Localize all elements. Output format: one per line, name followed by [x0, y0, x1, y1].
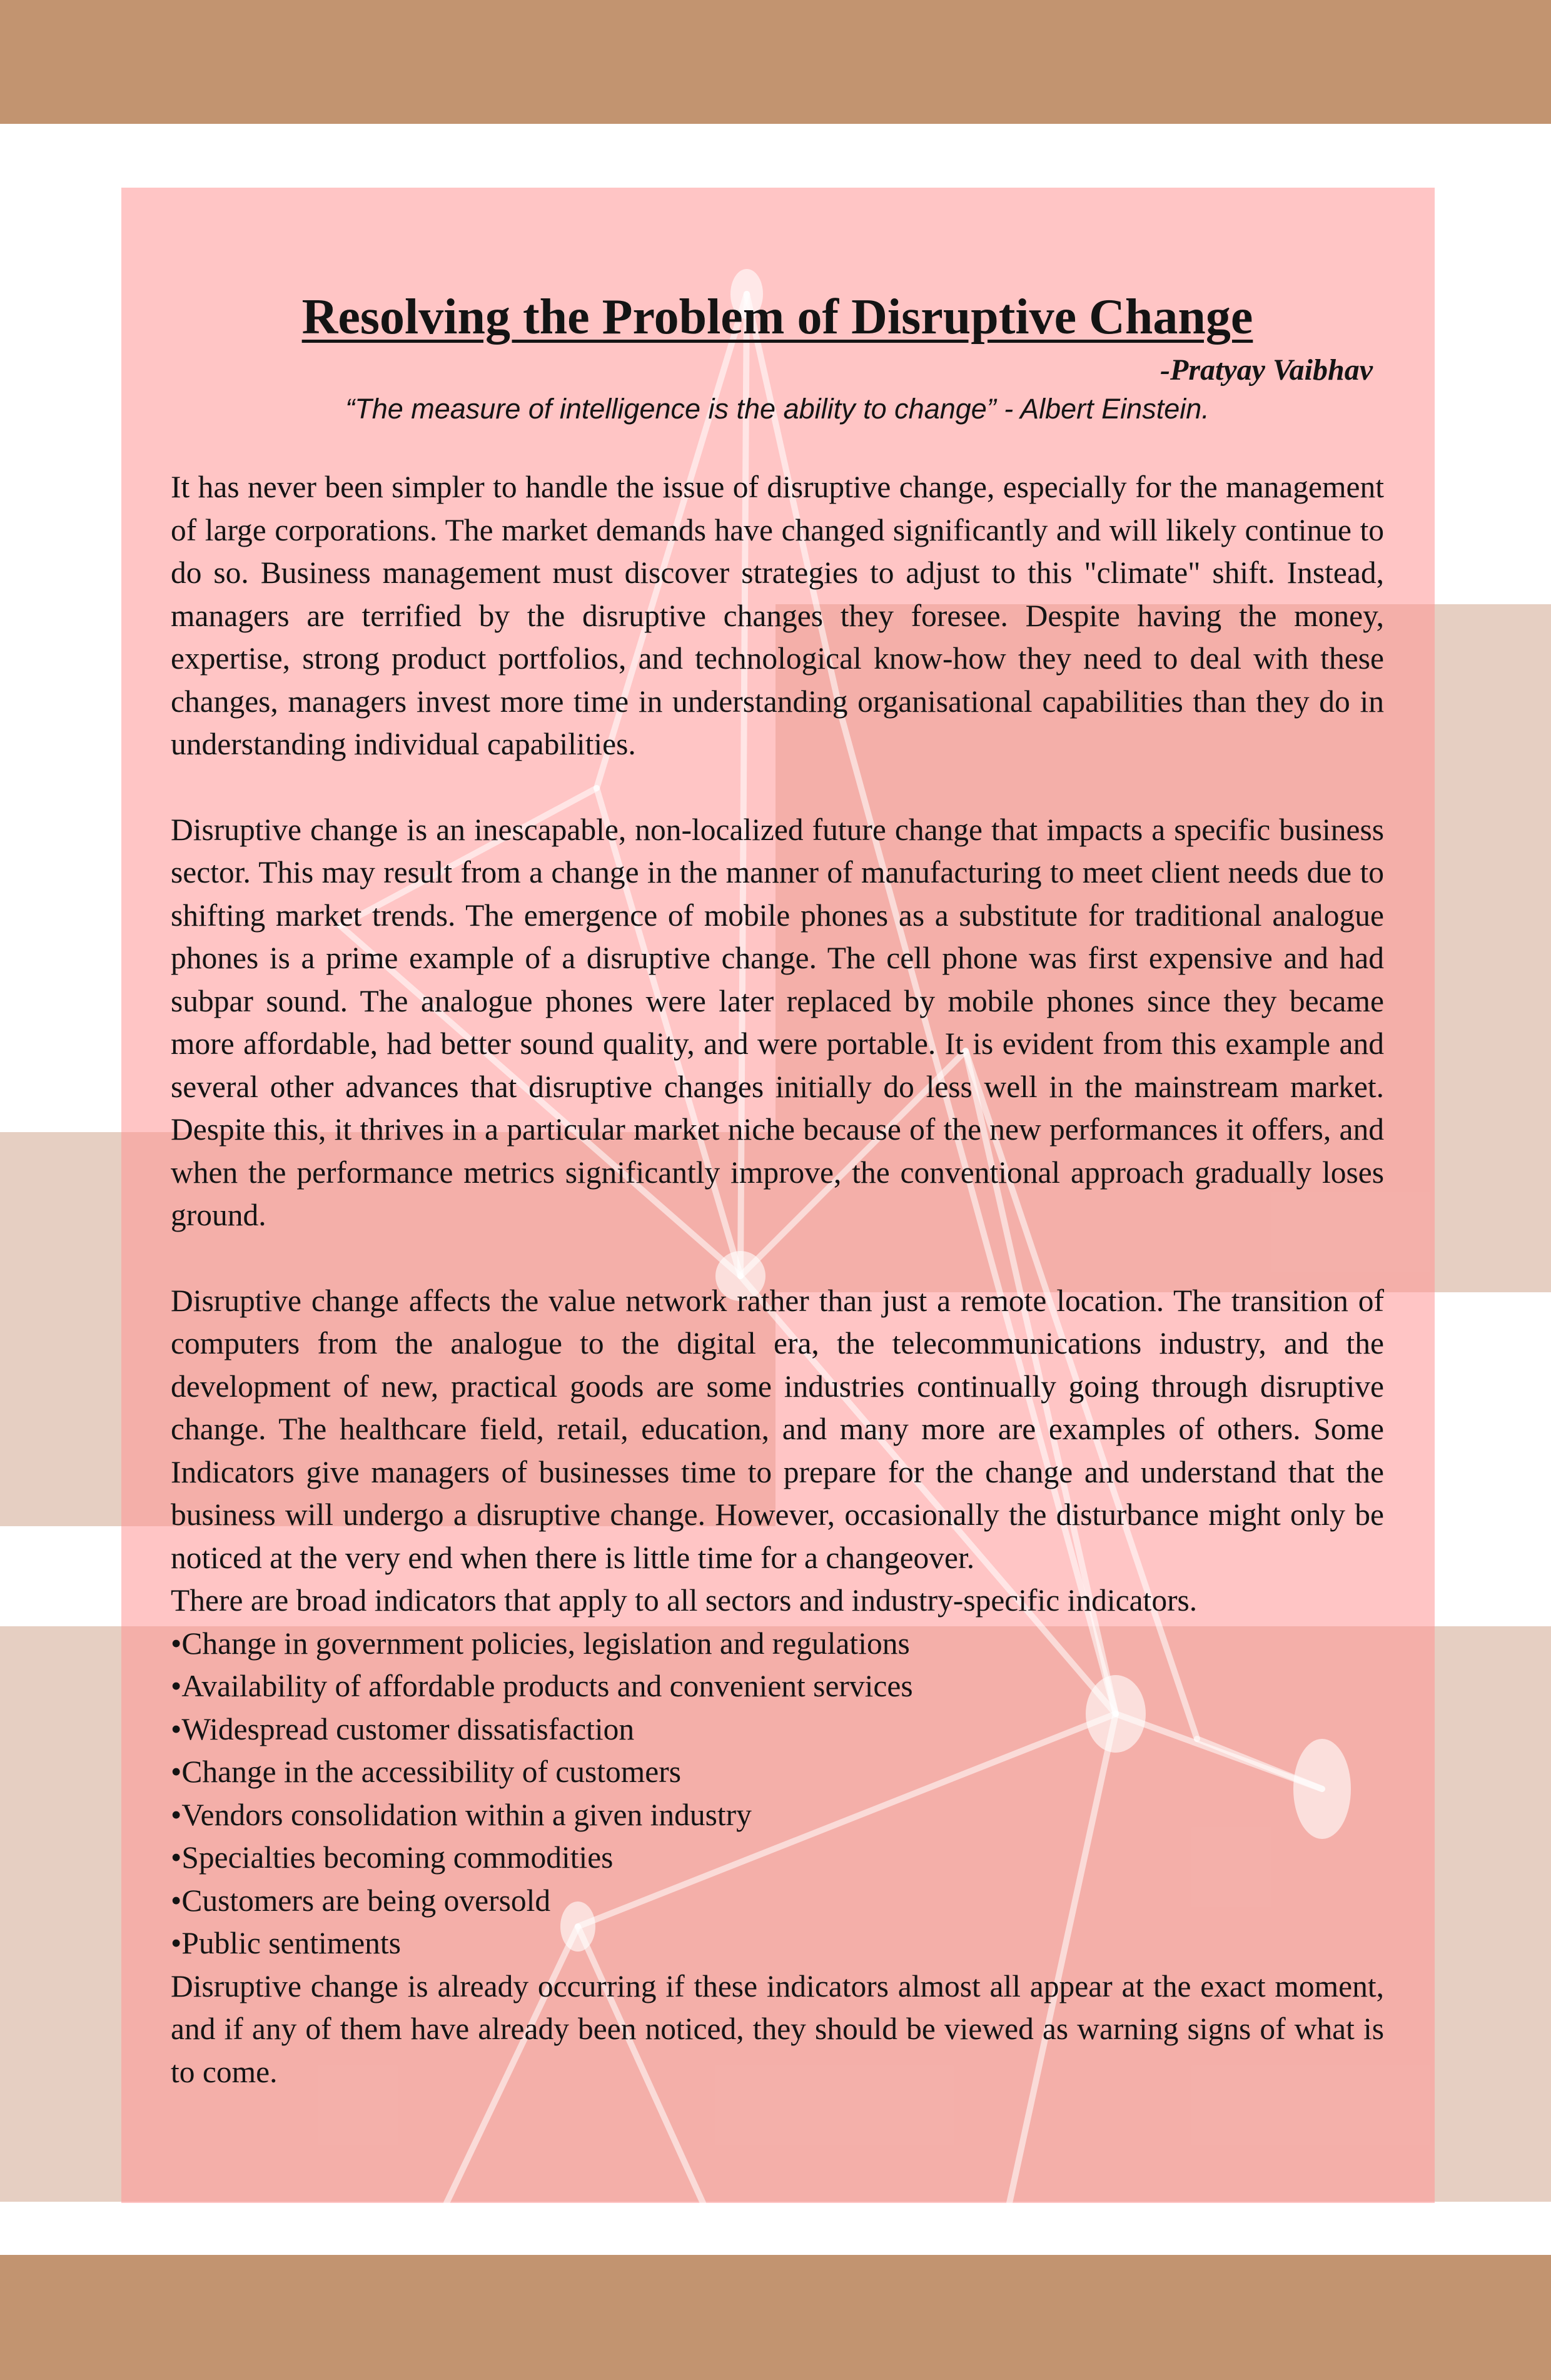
list-item: • Specialties becoming commodities — [171, 1836, 1384, 1880]
bottom-band — [0, 2255, 1551, 2380]
article-title: Resolving the Problem of Disruptive Change — [301, 290, 1253, 345]
indicators-intro: There are broad indicators that apply to all sectors and industry-specific indicators. — [171, 1583, 1198, 1618]
list-item: • Public sentiments — [171, 1922, 1384, 1965]
list-item: • Change in the accessibility of customers — [171, 1751, 1384, 1794]
list-item: • Widespread customer dissatisfaction — [171, 1708, 1384, 1751]
list-item: • Change in government policies, legislation and regulations — [171, 1623, 1384, 1666]
list-item: • Vendors consolidation within a given industry — [171, 1794, 1384, 1837]
top-band — [0, 0, 1551, 124]
list-item: • Customers are being oversold — [171, 1880, 1384, 1923]
article — [171, 285, 1384, 2094]
paragraph-2: Disruptive change is an inescapable, non-localized future change that impacts a specific business sector. This may result from a change in the manner of manufacturing to meet client needs due to shifting market trends. The emergence of mobile phones as a substitute for traditional analogue phones is a prime example of a disruptive change. The cell phone was first expensive and had subpar sound. The analogue phones were later replaced by mobile phones since they became more affordable, had better sound quality, and were portable. It is evident from this example and several other advances that disruptive changes initially do less well in the mainstream market. Despite this, it thrives in a particular market niche because of the new performances it offers, and when the performance metrics significantly improve, the conventional approach gradually loses ground. — [171, 812, 1384, 1232]
epigraph-quote: “The measure of intelligence is the ability to change” - Albert Einstein. — [345, 393, 1210, 425]
article-author: -Pratyay Vaibhav — [1160, 353, 1373, 387]
indicator-list — [171, 1623, 1384, 1965]
conclusion-paragraph: Disruptive change is already occurring if these indicators almost all appear at the exact moment, and if any of them have already been noticed, they should be viewed as warning signs of what is to come. — [171, 1968, 1384, 2089]
paragraph-3: Disruptive change affects the value network rather than just a remote location. The transition of computers from the analogue to the digital era, the telecommunications industry, and the development of new, practical goods are some industries continually going through disruptive change. The healthcare field, retail, education, and many more are examples of others. Some Indicators give managers of businesses time to prepare for the change and understand that the business will undergo a disruptive change. However, occasionally the disturbance might only be noticed at the very end when there is little time for a changeover. — [171, 1283, 1384, 1575]
list-item: • Availability of affordable products and convenient services — [171, 1665, 1384, 1708]
paragraph-1: It has never been simpler to handle the issue of disruptive change, especially for the management of large corporations. The market demands have changed significantly and will likely continue to do so. Business management must discover strategies to adjust to this "climate" shift. Instead, managers are terrified by the disruptive changes they foresee. Despite having the money, expertise, strong product portfolios, and technological know-how they need to deal with these changes, managers invest more time in understanding organisational capabilities than they do in understanding individual capabilities. — [171, 470, 1384, 761]
